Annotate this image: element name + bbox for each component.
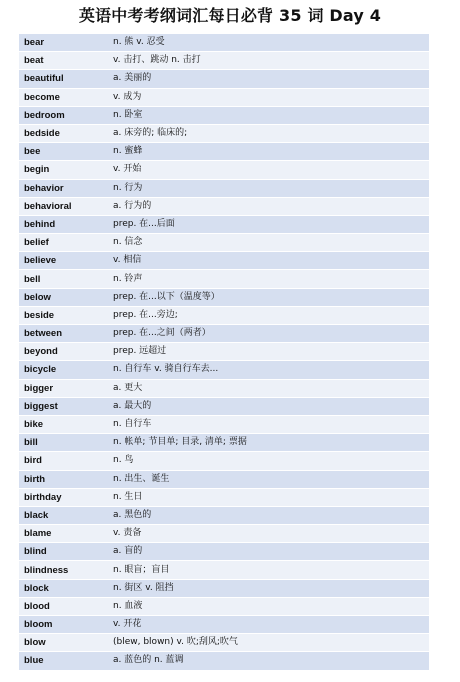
- table-row: [19, 106, 429, 124]
- meaning-cell: n. 铃声: [108, 270, 429, 288]
- meaning-cell: v. 击打、跳动 n. 击打: [108, 52, 429, 70]
- word-cell: birth: [19, 470, 108, 488]
- table-row: [19, 634, 429, 652]
- word-cell: bedside: [19, 124, 108, 142]
- table-row: [19, 597, 429, 615]
- word-cell: bear: [19, 34, 108, 52]
- word-cell: below: [19, 288, 108, 306]
- page-title: 英语中考考纲词汇每日必背 35 词 Day 4: [78, 6, 382, 25]
- word-cell: belief: [19, 234, 108, 252]
- table-row: [19, 543, 429, 561]
- word-cell: begin: [19, 161, 108, 179]
- meaning-cell: a. 蓝色的 n. 蓝调: [108, 652, 429, 670]
- table-row: [19, 616, 429, 634]
- meaning-cell: prep. 在...后面: [108, 215, 429, 233]
- table-row: [19, 652, 429, 670]
- table-row: [19, 579, 429, 597]
- table-row: [19, 143, 429, 161]
- meaning-cell: n. 血液: [108, 597, 429, 615]
- table-row: [19, 52, 429, 70]
- word-cell: between: [19, 325, 108, 343]
- meaning-cell: a. 最大的: [108, 397, 429, 415]
- table-row: [19, 34, 429, 52]
- meaning-cell: n. 鸟: [108, 452, 429, 470]
- table-row: [19, 397, 429, 415]
- meaning-cell: v. 责备: [108, 525, 429, 543]
- word-cell: black: [19, 506, 108, 524]
- word-cell: block: [19, 579, 108, 597]
- table-row: [19, 415, 429, 433]
- word-cell: behavioral: [19, 197, 108, 215]
- table-row: [19, 215, 429, 233]
- table-row: [19, 379, 429, 397]
- meaning-cell: n. 街区 v. 阻挡: [108, 579, 429, 597]
- meaning-cell: a. 更大: [108, 379, 429, 397]
- table-row: [19, 179, 429, 197]
- table-row: [19, 161, 429, 179]
- meaning-cell: prep. 在...以下（温度等）: [108, 288, 429, 306]
- word-cell: biggest: [19, 397, 108, 415]
- word-cell: beside: [19, 306, 108, 324]
- meaning-cell: n. 行为: [108, 179, 429, 197]
- meaning-cell: n. 信念: [108, 234, 429, 252]
- meaning-cell: (blew, blown) v. 吹;刮风;吹气: [108, 634, 429, 652]
- meaning-cell: prep. 在...之间（两者）: [108, 325, 429, 343]
- word-cell: blindness: [19, 561, 108, 579]
- meaning-cell: prep. 远超过: [108, 343, 429, 361]
- word-cell: blue: [19, 652, 108, 670]
- word-cell: bicycle: [19, 361, 108, 379]
- meaning-cell: n. 自行车: [108, 415, 429, 433]
- word-cell: blood: [19, 597, 108, 615]
- table-row: [19, 270, 429, 288]
- meaning-cell: a. 行为的: [108, 197, 429, 215]
- table-row: [19, 361, 429, 379]
- table-row: [19, 470, 429, 488]
- word-cell: bike: [19, 415, 108, 433]
- meaning-cell: a. 黑色的: [108, 506, 429, 524]
- word-cell: bill: [19, 434, 108, 452]
- word-cell: bee: [19, 143, 108, 161]
- table-row: [19, 234, 429, 252]
- word-cell: believe: [19, 252, 108, 270]
- word-cell: birthday: [19, 488, 108, 506]
- meaning-cell: n. 生日: [108, 488, 429, 506]
- table-row: [19, 306, 429, 324]
- meaning-cell: v. 相信: [108, 252, 429, 270]
- meaning-cell: n. 出生、诞生: [108, 470, 429, 488]
- table-row: [19, 561, 429, 579]
- table-row: [19, 525, 429, 543]
- meaning-cell: n. 熊 v. 忍受: [108, 34, 429, 52]
- table-row: [19, 325, 429, 343]
- vocabulary-table-body: [19, 34, 429, 671]
- table-row: [19, 452, 429, 470]
- table-row: [19, 434, 429, 452]
- word-cell: blind: [19, 543, 108, 561]
- meaning-cell: prep. 在...旁边;: [108, 306, 429, 324]
- table-row: [19, 70, 429, 88]
- meaning-cell: n. 眼盲；盲目: [108, 561, 429, 579]
- meaning-cell: a. 床旁的; 临床的;: [108, 124, 429, 142]
- meaning-cell: n. 自行车 v. 骑自行车去...: [108, 361, 429, 379]
- word-cell: beat: [19, 52, 108, 70]
- meaning-cell: a. 盲的: [108, 543, 429, 561]
- table-row: [19, 343, 429, 361]
- word-cell: beyond: [19, 343, 108, 361]
- word-cell: beautiful: [19, 70, 108, 88]
- table-row: [19, 506, 429, 524]
- word-cell: bigger: [19, 379, 108, 397]
- table-row: [19, 488, 429, 506]
- table-row: [19, 124, 429, 142]
- word-cell: blame: [19, 525, 108, 543]
- word-cell: behavior: [19, 179, 108, 197]
- word-cell: blow: [19, 634, 108, 652]
- meaning-cell: n. 帐单; 节目单; 目录, 清单; 票据: [108, 434, 429, 452]
- table-row: [19, 288, 429, 306]
- table-row: [19, 88, 429, 106]
- meaning-cell: a. 美丽的: [108, 70, 429, 88]
- meaning-cell: v. 成为: [108, 88, 429, 106]
- word-cell: bird: [19, 452, 108, 470]
- word-cell: bloom: [19, 616, 108, 634]
- word-cell: become: [19, 88, 108, 106]
- meaning-cell: n. 蜜蜂: [108, 143, 429, 161]
- table-row: [19, 252, 429, 270]
- word-cell: behind: [19, 215, 108, 233]
- table-row: [19, 197, 429, 215]
- meaning-cell: v. 开始: [108, 161, 429, 179]
- word-cell: bedroom: [19, 106, 108, 124]
- vocabulary-table: [19, 33, 429, 671]
- meaning-cell: n. 卧室: [108, 106, 429, 124]
- meaning-cell: v. 开花: [108, 616, 429, 634]
- word-cell: bell: [19, 270, 108, 288]
